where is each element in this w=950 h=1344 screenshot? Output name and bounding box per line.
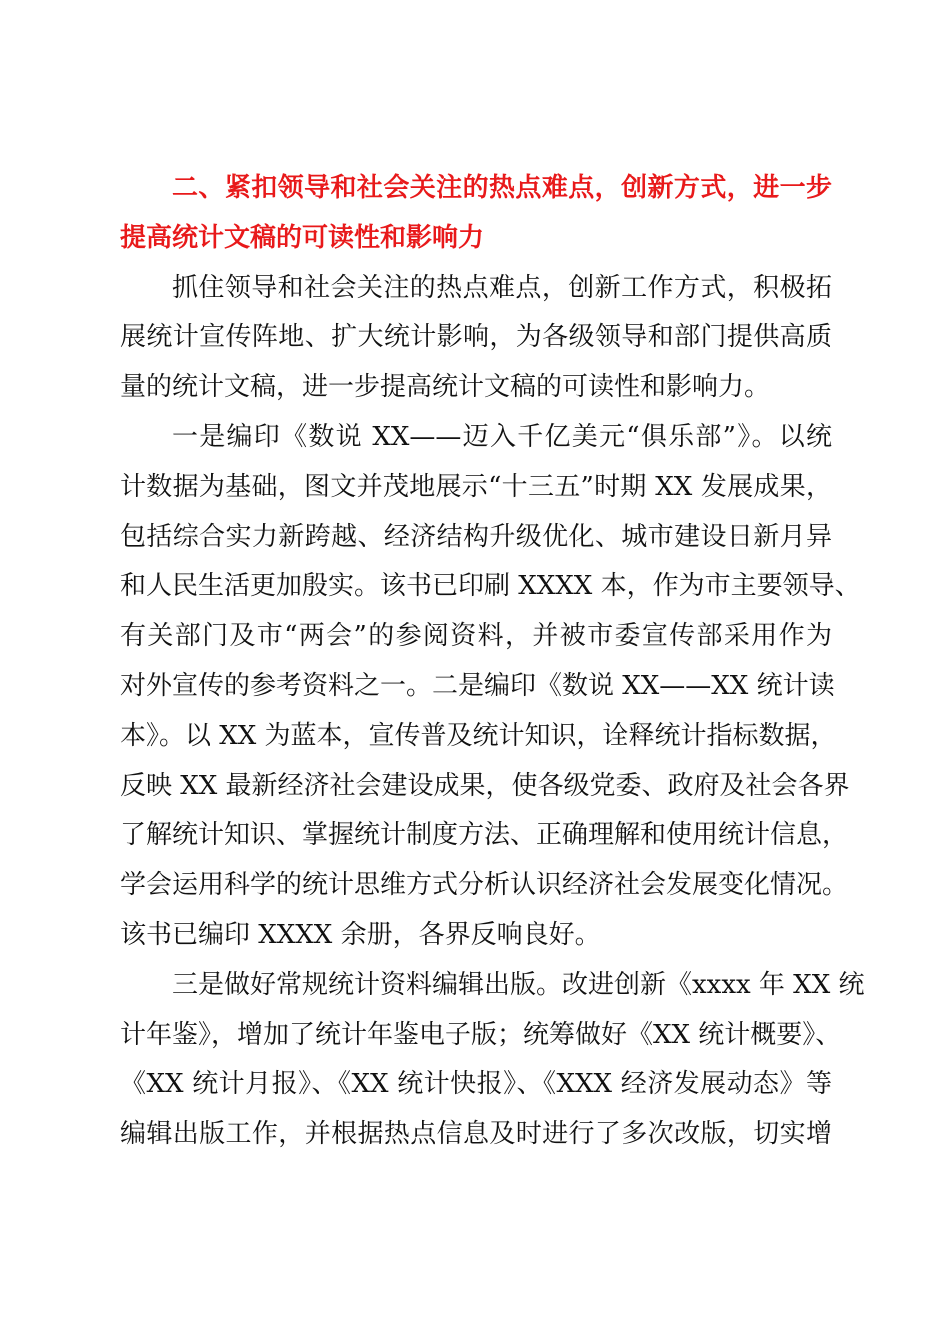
- paragraph: [120, 413, 861, 961]
- paragraph-line: 对外宣传的参考资料之一。二是编印《数说 XX——XX 统计读: [120, 670, 835, 701]
- paragraph-line: 抓住领导和社会关注的热点难点，创新工作方式，积极拓: [172, 272, 832, 303]
- paragraph-line: 该书已编印 XXXX 余册，各界反响良好。: [120, 919, 601, 950]
- paragraph: [120, 961, 865, 1160]
- paragraph-line: 展统计宣传阵地、扩大统计影响，为各级领导和部门提供高质: [120, 322, 832, 353]
- section-heading: [120, 164, 832, 264]
- paragraph-line: 本》。以 XX 为蓝本，宣传普及统计知识，诠释统计指标数据，: [120, 720, 837, 751]
- paragraph-line: 计年鉴》，增加了统计年鉴电子版；统筹做好《XX 统计概要》、: [120, 1019, 842, 1050]
- paragraph-line: 了解统计知识、掌握统计制度方法、正确理解和使用统计信息，: [120, 820, 849, 851]
- heading-line: 二、紧扣领导和社会关注的热点难点，创新方式，进一步: [172, 173, 832, 203]
- paragraph-line: 量的统计文稿，进一步提高统计文稿的可读性和影响力。: [120, 372, 771, 403]
- paragraph-line: 学会运用科学的统计思维方式分析认识经济社会发展变化情况。: [120, 870, 849, 901]
- paragraph-line: 反映 XX 最新经济社会建设成果，使各级党委、政府及社会各界: [120, 770, 850, 801]
- paragraph-line: 和人民生活更加殷实。该书已印刷 XXXX 本，作为市主要领导、: [120, 571, 861, 602]
- document-body: [120, 164, 865, 1160]
- paragraph-line: 计数据为基础，图文并茂地展示“十三五”时期 XX 发展成果，: [120, 471, 832, 502]
- paragraph-line: 三是做好常规统计资料编辑出版。改进创新《xxxx 年 XX 统: [172, 969, 865, 1000]
- heading-line: 提高统计文稿的可读性和影响力: [120, 222, 485, 253]
- paragraph-line: 《XX 统计月报》、《XX 统计快报》、《XXX 经济发展动态》等: [120, 1069, 832, 1100]
- paragraph-line: 编辑出版工作，并根据热点信息及时进行了多次改版，切实增: [120, 1119, 832, 1150]
- paragraph-line: 一是编印《数说 XX——迈入千亿美元“俱乐部”》。以统: [172, 421, 832, 452]
- paragraph-line: 有关部门及市“两会”的参阅资料，并被市委宣传部采用作为: [120, 621, 832, 652]
- paragraph-line: 包括综合实力新跨越、经济结构升级优化、城市建设日新月异: [120, 521, 832, 552]
- paragraph: [120, 264, 832, 413]
